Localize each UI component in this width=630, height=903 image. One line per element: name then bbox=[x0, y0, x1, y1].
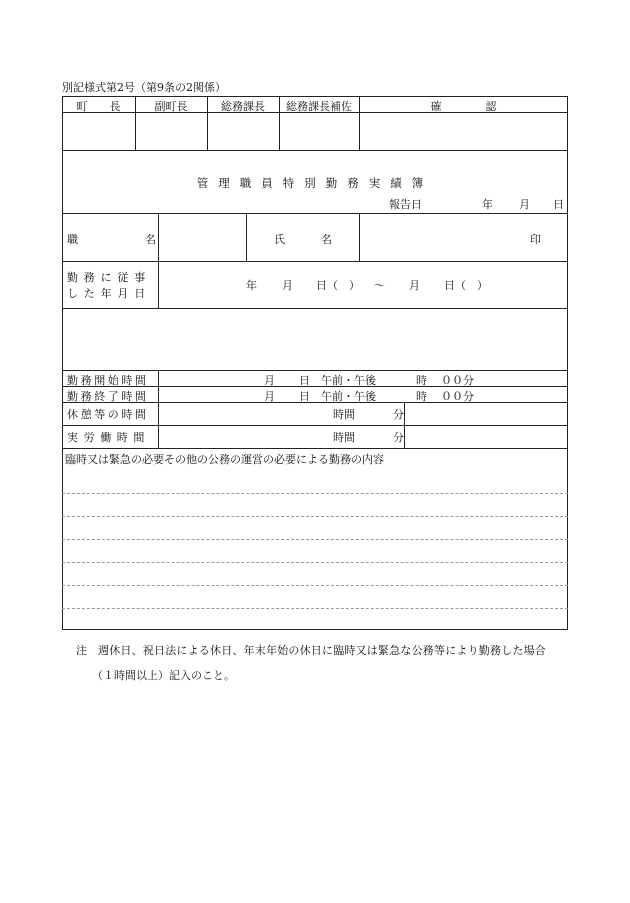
approval-deputy-mayor: 副町長 bbox=[154, 100, 188, 113]
report-date-year: 年 bbox=[482, 198, 493, 211]
note-line2: （１時間以上）記入のこと。 bbox=[92, 669, 235, 682]
work-date-label-line1: 勤務に従事 bbox=[67, 271, 151, 284]
stamp-box-mayor[interactable] bbox=[63, 113, 134, 149]
break-time-hours: 時間 bbox=[333, 408, 355, 421]
position-label-b: 名 bbox=[145, 233, 156, 246]
report-date-label: 報告日 bbox=[389, 198, 422, 211]
name-field[interactable] bbox=[360, 214, 526, 260]
actual-work-label: 実労働時間 bbox=[67, 431, 150, 444]
approval-confirmation: 確 認 bbox=[430, 100, 497, 113]
report-date-day: 日 bbox=[553, 198, 564, 211]
end-time-minute: ００分 bbox=[441, 390, 474, 403]
divider bbox=[158, 370, 159, 448]
start-time-ampm: 午前・午後 bbox=[321, 374, 376, 387]
report-date-month: 月 bbox=[519, 198, 530, 211]
divider bbox=[62, 150, 568, 151]
actual-work-minutes: 分 bbox=[393, 431, 404, 444]
content-field[interactable] bbox=[63, 466, 567, 629]
name-label-b: 名 bbox=[321, 233, 332, 246]
end-time-label: 勤務終了時間 bbox=[67, 390, 149, 403]
start-time-month: 月 bbox=[264, 374, 275, 387]
approval-general-affairs-chief: 総務課長 bbox=[221, 100, 265, 113]
stamp-box-chief[interactable] bbox=[208, 113, 278, 149]
work-date-day: 日（ ） bbox=[316, 279, 360, 292]
divider bbox=[62, 448, 568, 449]
divider bbox=[404, 402, 405, 448]
divider bbox=[62, 370, 568, 371]
start-time-label: 勤務開始時間 bbox=[67, 374, 149, 387]
end-time-hour: 時 bbox=[416, 390, 427, 403]
divider bbox=[62, 261, 568, 262]
divider bbox=[62, 425, 568, 426]
start-time-day: 日 bbox=[299, 374, 310, 387]
end-time-month: 月 bbox=[264, 390, 275, 403]
work-date-label-line2: した年月日 bbox=[67, 287, 151, 300]
stamp-box-confirmation[interactable] bbox=[360, 113, 567, 149]
work-date-month: 月 bbox=[282, 279, 293, 292]
stamp-box-assistant[interactable] bbox=[280, 113, 358, 149]
blank-area[interactable] bbox=[63, 309, 567, 369]
position-field[interactable] bbox=[159, 214, 245, 260]
start-time-minute: ００分 bbox=[441, 374, 474, 387]
start-time-hour: 時 bbox=[416, 374, 427, 387]
end-time-ampm: 午前・午後 bbox=[321, 390, 376, 403]
break-time-minutes: 分 bbox=[393, 408, 404, 421]
approval-mayor: 町 長 bbox=[76, 100, 121, 113]
work-date-year: 年 bbox=[246, 279, 257, 292]
position-label-a: 職 bbox=[67, 233, 78, 246]
work-date-tilde: 〜 bbox=[374, 279, 385, 292]
work-date-day-end: 日（ ） bbox=[444, 279, 488, 292]
end-time-day: 日 bbox=[299, 390, 310, 403]
actual-work-hours: 時間 bbox=[333, 431, 355, 444]
content-label: 臨時又は緊急の必要その他の公務の運営の必要による勤務の内容 bbox=[65, 453, 384, 466]
note-line1: 週休日、祝日法による休日、年末年始の休日に臨時又は緊急な公務等により勤務した場合 bbox=[98, 644, 546, 657]
break-time-label: 休憩等の時間 bbox=[67, 408, 149, 421]
note-marker: 注 bbox=[76, 644, 87, 657]
divider bbox=[246, 213, 247, 261]
seal-mark: 印 bbox=[530, 233, 541, 246]
page-title: 管理職員特別勤務実績簿 bbox=[196, 176, 434, 190]
name-label-a: 氏 bbox=[274, 233, 285, 246]
approval-general-affairs-assistant: 総務課長補佐 bbox=[286, 100, 352, 113]
form-label: 別記様式第2号（第9条の2関係） bbox=[62, 81, 226, 94]
stamp-box-deputy-mayor[interactable] bbox=[136, 113, 206, 149]
work-date-month-end: 月 bbox=[409, 279, 420, 292]
